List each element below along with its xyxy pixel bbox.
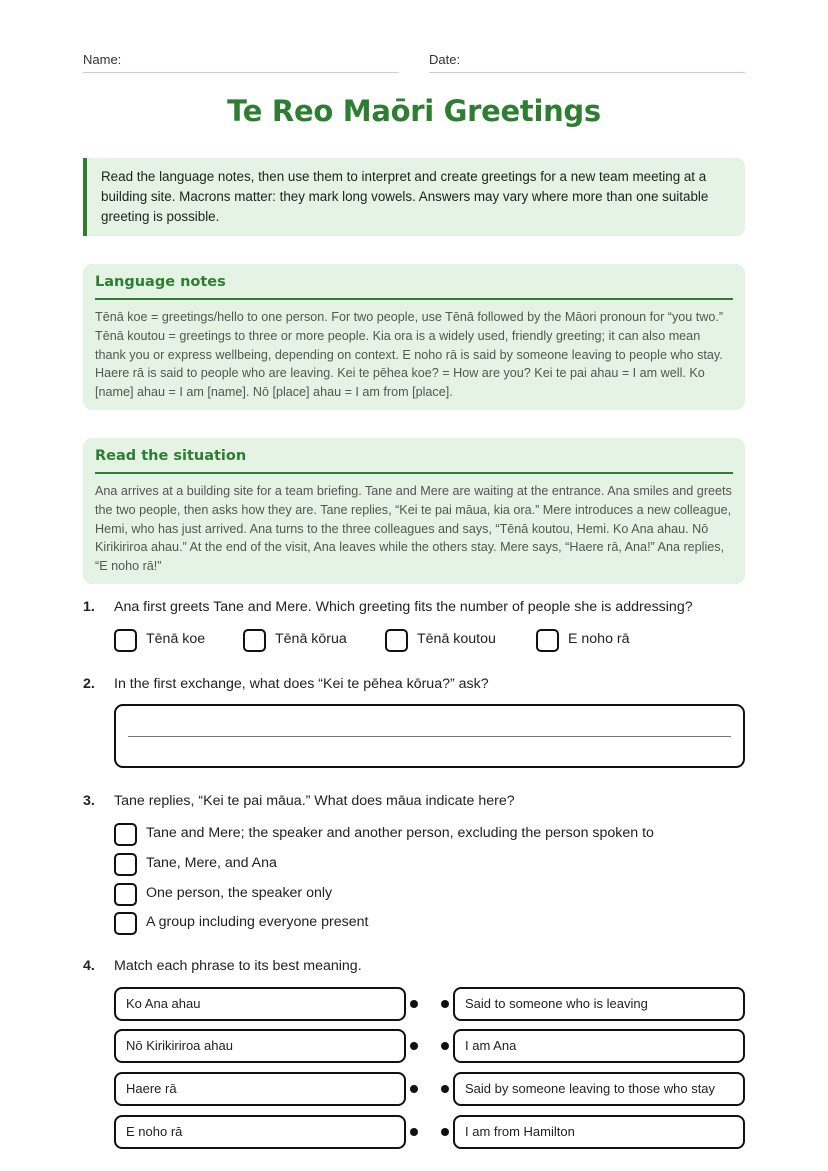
match-meaning-2: I am Ana bbox=[453, 1029, 745, 1063]
match-phrase-3: Haere rā bbox=[114, 1072, 406, 1106]
language-notes-body: Tēnā koe = greetings/hello to one person. For two people, use Tēnā followed by the Māori pronoun for “you two.” Tēnā koutou = greetings to three or more people. Kia ora is a widely used, friendly greeting; it can also mean thank you or express wellbeing, depending on context. E noho rā is said by someone leaving to people who stay. Haere rā is said to people who are leaving. Kei te pēhea koe? = How are you? Kei te pai ahau = I am well. Ko [name] ahau = I am [name]. Nō [place] ahau = I am from [place]. bbox=[95, 310, 724, 400]
date-label: Date: bbox=[429, 52, 461, 67]
match-phrase-1-connector[interactable] bbox=[410, 1000, 418, 1008]
match-phrase-3-connector[interactable] bbox=[410, 1085, 418, 1093]
language-notes-panel bbox=[83, 264, 745, 410]
question-1-text: Ana first greets Tane and Mere. Which greeting fits the number of people she is addressing? bbox=[114, 599, 693, 615]
q3-option-4-label: A group including everyone present bbox=[146, 914, 369, 930]
q3-option-2-checkbox[interactable] bbox=[114, 853, 137, 876]
match-phrase-2-connector[interactable] bbox=[410, 1042, 418, 1050]
q1-option-4-label: E noho rā bbox=[568, 631, 630, 647]
q1-option-2-checkbox[interactable] bbox=[243, 629, 266, 652]
q3-option-2-label: Tane, Mere, and Ana bbox=[146, 855, 277, 871]
name-field[interactable] bbox=[83, 52, 399, 73]
q3-option-3-checkbox[interactable] bbox=[114, 883, 137, 906]
match-meaning-3: Said by someone leaving to those who stay bbox=[453, 1072, 745, 1106]
question-3-text: Tane replies, “Kei te pai māua.” What does māua indicate here? bbox=[114, 793, 515, 809]
match-meaning-3-connector[interactable] bbox=[441, 1085, 449, 1093]
header-fields bbox=[83, 52, 745, 74]
q3-option-1-label: Tane and Mere; the speaker and another person, excluding the person spoken to bbox=[146, 825, 654, 841]
match-meaning-2-connector[interactable] bbox=[441, 1042, 449, 1050]
q1-option-3-label: Tēnā koutou bbox=[417, 631, 496, 647]
intro-callout: Read the language notes, then use them to interpret and create greetings for a new team meeting at a building site. Macrons matter: they mark long vowels. Answers may vary where more than one suitable greeting is possible. bbox=[83, 158, 745, 236]
situation-body: Ana arrives at a building site for a team briefing. Tane and Mere are waiting at the entrance. Ana smiles and greets the two people, then asks how they are. Tane replies, “Kei te pai māua, kia ora.” Mere introduces a new colleague, Hemi, who has just arrived. Ana turns to the three colleagues and says, “Tēnā koutou, Hemi. Ko Ana ahau. Nō Kirikiriroa ahau.” At the end of the visit, Ana leaves while the others stay. Mere says, “Haere rā, Ana!” Ana replies, “E noho rā!” bbox=[95, 484, 732, 574]
q1-option-3-checkbox[interactable] bbox=[385, 629, 408, 652]
match-phrase-1: Ko Ana ahau bbox=[114, 987, 406, 1021]
q2-answer-box[interactable] bbox=[114, 704, 745, 768]
match-meaning-4-connector[interactable] bbox=[441, 1128, 449, 1136]
question-1-number: 1. bbox=[83, 599, 95, 615]
match-phrase-2: Nō Kirikiriroa ahau bbox=[114, 1029, 406, 1063]
match-phrase-4-connector[interactable] bbox=[410, 1128, 418, 1136]
situation-panel bbox=[83, 438, 745, 584]
page-title: Te Reo Maōri Greetings bbox=[227, 94, 601, 128]
q1-option-4-checkbox[interactable] bbox=[536, 629, 559, 652]
q3-option-3-label: One person, the speaker only bbox=[146, 885, 333, 901]
match-meaning-1: Said to someone who is leaving bbox=[453, 987, 745, 1021]
match-meaning-1-connector[interactable] bbox=[441, 1000, 449, 1008]
q1-option-2-label: Tēnā kōrua bbox=[275, 631, 347, 647]
question-4-number: 4. bbox=[83, 958, 95, 974]
question-3-number: 3. bbox=[83, 793, 95, 809]
language-notes-heading: Language notes bbox=[95, 274, 733, 300]
q3-option-4-checkbox[interactable] bbox=[114, 912, 137, 935]
match-phrase-4: E noho rā bbox=[114, 1115, 406, 1149]
match-meaning-4: I am from Hamilton bbox=[453, 1115, 745, 1149]
q3-option-1-checkbox[interactable] bbox=[114, 823, 137, 846]
q2-answer-line bbox=[128, 736, 731, 737]
q1-option-1-checkbox[interactable] bbox=[114, 629, 137, 652]
date-field[interactable] bbox=[429, 52, 745, 73]
name-label: Name: bbox=[83, 52, 122, 67]
question-2-number: 2. bbox=[83, 676, 95, 692]
q1-option-1-label: Tēnā koe bbox=[146, 631, 206, 647]
question-2-text: In the first exchange, what does “Kei te pēhea kōrua?” ask? bbox=[114, 676, 489, 692]
situation-heading: Read the situation bbox=[95, 448, 733, 474]
question-4-text: Match each phrase to its best meaning. bbox=[114, 958, 362, 974]
